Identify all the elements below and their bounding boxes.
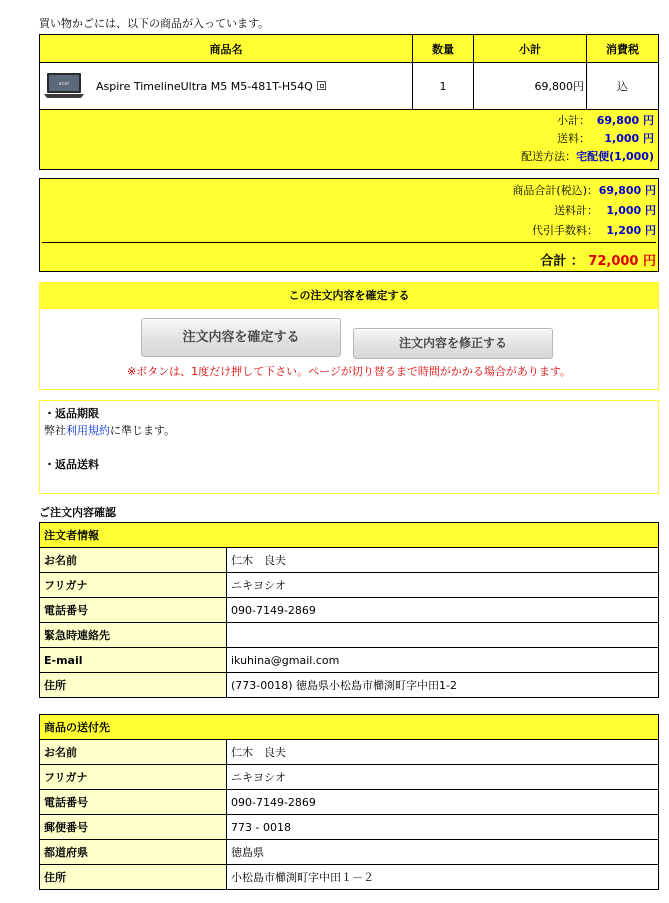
totals-divider [42,242,656,243]
cart-item-row [40,63,659,110]
orderer-name-label: お名前 [40,548,227,573]
table-row [40,790,659,815]
return-shipping-title: ・返品送料 [44,458,99,471]
orderer-address-value: (773-0018) 徳島県小松島市櫛渕町字中田1-2 [227,673,659,698]
orderer-email-value: ikuhina@gmail.com [227,648,659,673]
cart-shipping-label: 送料： [557,132,590,145]
recipient-kana-label: フリガナ [40,765,227,790]
orderer-phone-label: 電話番号 [40,598,227,623]
return-period-suffix: に準じます。 [110,424,176,437]
grand-total-label: 合計 ： [540,254,584,269]
table-row [40,673,659,698]
orderer-kana-label: フリガナ [40,573,227,598]
table-row [40,840,659,865]
col-header-subtotal: 小計 [474,35,587,63]
orderer-emergency-value [227,623,659,648]
return-period-title: ・返品期限 [44,407,99,420]
recipient-name-value: 仁木 良夫 [227,740,659,765]
table-row [40,740,659,765]
orderer-phone-value: 090-7149-2869 [227,598,659,623]
table-row [40,648,659,673]
svg-text:acer: acer [58,81,70,87]
table-row [40,548,659,573]
confirm-note: ※ボタンは、1度だけ押して下さい。ページが切り替るまで時間がかかる場合があります。 [126,365,572,378]
orderer-email-label: E-mail [40,648,227,673]
orderer-name-value: 仁木 良夫 [227,548,659,573]
order-confirm-title: ご注文内容確認 [39,506,116,519]
cart-item-tax: 込 [587,63,659,110]
cart-summary [40,110,659,170]
recipient-kana-value: ニキヨシオ [227,765,659,790]
return-period-prefix: 弊社 [44,424,66,437]
table-row [40,573,659,598]
col-header-qty: 数量 [413,35,474,63]
col-header-name: 商品名 [40,35,413,63]
edit-order-button[interactable]: 注文内容を修正する [353,328,553,359]
cod-fee-value: 1,200 円 [606,224,656,237]
recipient-address-value: 小松島市櫛渕町字中田１－２ [227,865,659,890]
goods-total-label: 商品合計(税込)： [512,184,598,197]
cart-item-subtotal: 69,800円 [474,63,587,110]
recipient-pref-label: 都道府県 [40,840,227,865]
table-row [40,623,659,648]
recipient-table [39,714,659,890]
cart-item-name-cell [40,63,413,110]
shipping-total-value: 1,000 円 [606,204,656,217]
popup-window-icon[interactable] [317,81,326,90]
terms-link[interactable]: 利用規約 [66,424,110,437]
totals-box [39,178,659,272]
cart-shipping-value: 1,000 円 [604,132,654,145]
shipping-method-value: 宅配便(1,000) [576,150,654,163]
return-period-text [44,422,175,438]
confirm-title: この注文内容を確定する [40,283,658,309]
orderer-table [39,522,659,698]
recipient-address-label: 住所 [40,865,227,890]
table-row [40,815,659,840]
recipient-pref-value: 徳島県 [227,840,659,865]
table-row [40,865,659,890]
cart-subtotal-label: 小計： [557,114,590,127]
shipping-method-label: 配送方法： [521,150,577,163]
goods-total-value: 69,800 円 [598,184,656,197]
recipient-zip-label: 郵便番号 [40,815,227,840]
recipient-name-label: お名前 [40,740,227,765]
orderer-address-label: 住所 [40,673,227,698]
cod-fee-label: 代引手数料： [532,224,598,237]
orderer-kana-value: ニキヨシオ [227,573,659,598]
confirm-section [39,282,659,390]
cart-table [39,34,659,170]
confirm-order-button[interactable]: 注文内容を確定する [141,318,341,357]
returns-box [39,400,659,494]
orderer-title: 注文者情報 [40,523,659,548]
cart-item-qty: 1 [413,63,474,110]
cart-intro: 買い物かごには、以下の商品が入っています。 [39,17,270,30]
product-thumbnail[interactable] [44,72,84,100]
recipient-phone-value: 090-7149-2869 [227,790,659,815]
cart-item-name[interactable]: Aspire TimelineUltra M5 M5-481T-H54Q [96,79,313,93]
orderer-emergency-label: 緊急時連絡先 [40,623,227,648]
cart-subtotal-value: 69,800 円 [596,114,654,127]
recipient-zip-value: 773 - 0018 [227,815,659,840]
shipping-total-label: 送料計： [554,204,598,217]
recipient-phone-label: 電話番号 [40,790,227,815]
col-header-tax: 消費税 [587,35,659,63]
recipient-title: 商品の送付先 [40,715,659,740]
table-row [40,765,659,790]
grand-total-value: 72,000 円 [588,254,656,269]
table-row [40,598,659,623]
